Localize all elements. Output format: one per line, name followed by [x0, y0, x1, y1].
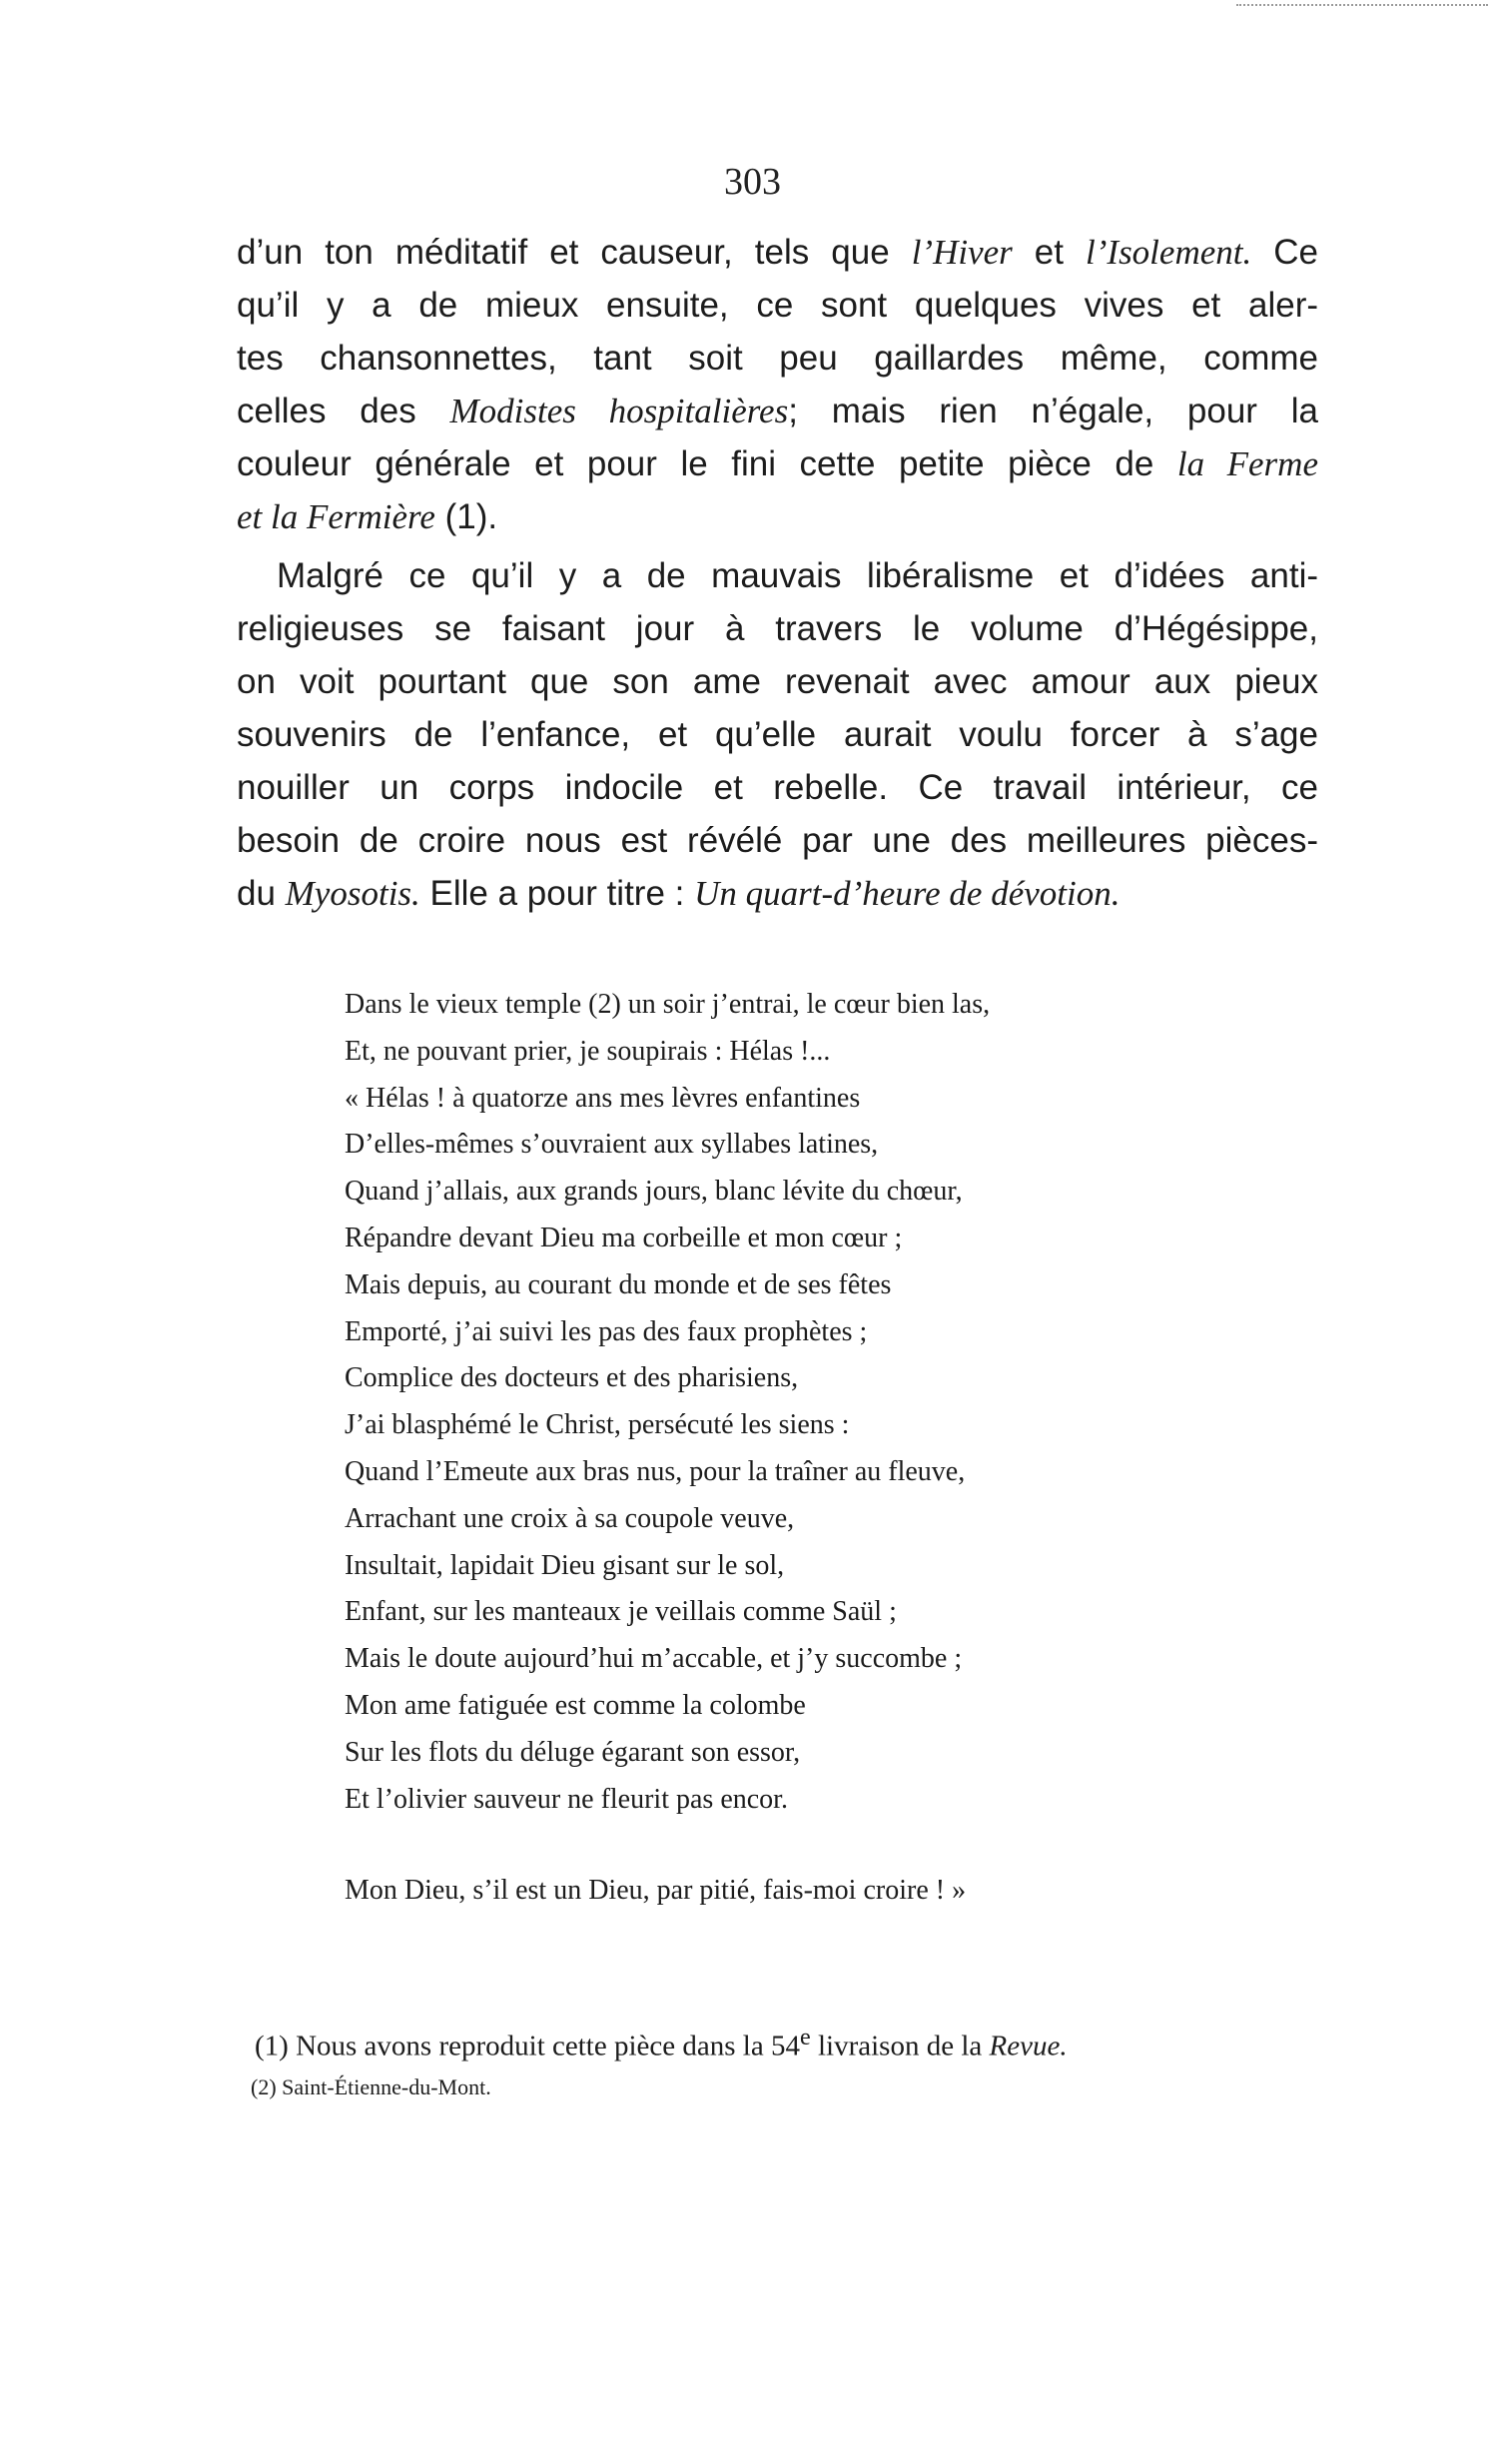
footnote-1: (1) Nous avons reproduit cette pièce dans la 54e livraison de la Revue.	[255, 2024, 1068, 2062]
poem-line: Mais depuis, au courant du monde et de ses fêtes	[345, 1268, 892, 1300]
paragraph-2-line: besoin de croire nous est révélé par une des meilleures pièces-	[237, 821, 1318, 860]
paragraph-2-line: souvenirs de l’enfance, et qu’elle aurait voulu forcer à s’age	[237, 715, 1318, 754]
paragraph-1	[237, 226, 1318, 543]
poem	[345, 982, 990, 1823]
paragraph-1-line: celles des Modistes hospitalières; mais rien n’égale, pour la	[237, 392, 1318, 430]
poem-line: Quand j’allais, aux grands jours, blanc lévite du chœur,	[345, 1176, 963, 1208]
poem-line: Enfant, sur les manteaux je veillais comme Saül ;	[345, 1596, 897, 1628]
poem-line: Sur les flots du déluge égarant son essor,	[345, 1736, 801, 1768]
paragraph-1-line: qu’il y a de mieux ensuite, ce sont quelques vives et aler-	[237, 286, 1318, 325]
poem-line: Insultait, lapidait Dieu gisant sur le sol,	[345, 1549, 785, 1581]
poem-line: Emporté, j’ai suivi les pas des faux prophètes ;	[345, 1315, 868, 1347]
poem-line: Répandre devant Dieu ma corbeille et mon cœur ;	[345, 1222, 903, 1253]
paragraph-2-line: du Myosotis. Elle a pour titre : Un quart-d’heure de dévotion.	[237, 874, 1121, 913]
poem-line: D’elles-mêmes s’ouvraient aux syllabes latines,	[345, 1129, 879, 1161]
paragraph-1-line: et la Fermière (1).	[237, 497, 498, 536]
paragraph-2-line: Malgré ce qu’il y a de mauvais libéralisme et d’idées anti-	[277, 556, 1318, 595]
poem-line: Dans le vieux temple (2) un soir j’entrai, le cœur bien las,	[345, 989, 991, 1020]
page-number: 303	[724, 161, 781, 203]
poem-closing-line: Mon Dieu, s’il est un Dieu, par pitié, fais-moi croire ! »	[345, 1875, 967, 1906]
paragraph-1-line: tes chansonnettes, tant soit peu gaillardes même, comme	[237, 339, 1318, 378]
paragraph-2-line: religieuses se faisant jour à travers le volume d’Hégésippe,	[237, 609, 1318, 648]
poem-line: Et l’olivier sauveur ne fleurit pas encor.	[345, 1783, 788, 1815]
footnotes	[251, 2016, 1068, 2106]
poem-line: Arrachant une croix à sa coupole veuve,	[345, 1502, 795, 1534]
poem-line: Et, ne pouvant prier, je soupirais : Hélas !...	[345, 1035, 831, 1067]
top-edge-rule	[1236, 4, 1488, 6]
poem-line: J’ai blasphémé le Christ, persécuté les siens :	[345, 1409, 850, 1441]
paragraph-2-line: on voit pourtant que son ame revenait avec amour aux pieux	[237, 662, 1318, 701]
poem-line: Complice des docteurs et des pharisiens,	[345, 1362, 799, 1394]
paragraph-1-line: couleur générale et pour le fini cette petite pièce de la Ferme	[237, 444, 1318, 483]
footnote-2: (2) Saint-Étienne-du-Mont.	[251, 2073, 491, 2099]
poem-line: Mais le doute aujourd’hui m’accable, et j’y succombe ;	[345, 1643, 963, 1675]
poem-line: Mon ame fatiguée est comme la colombe	[345, 1689, 806, 1721]
paragraph-2-line: nouiller un corps indocile et rebelle. Ce travail intérieur, ce	[237, 768, 1318, 807]
poem-line: Quand l’Emeute aux bras nus, pour la traîner au fleuve,	[345, 1455, 966, 1487]
paragraph-1-line: d’un ton méditatif et causeur, tels que l’Hiver et l’Isolement. Ce	[237, 233, 1319, 272]
poem-line: « Hélas ! à quatorze ans mes lèvres enfantines	[345, 1082, 861, 1114]
paragraph-2	[237, 549, 1318, 920]
